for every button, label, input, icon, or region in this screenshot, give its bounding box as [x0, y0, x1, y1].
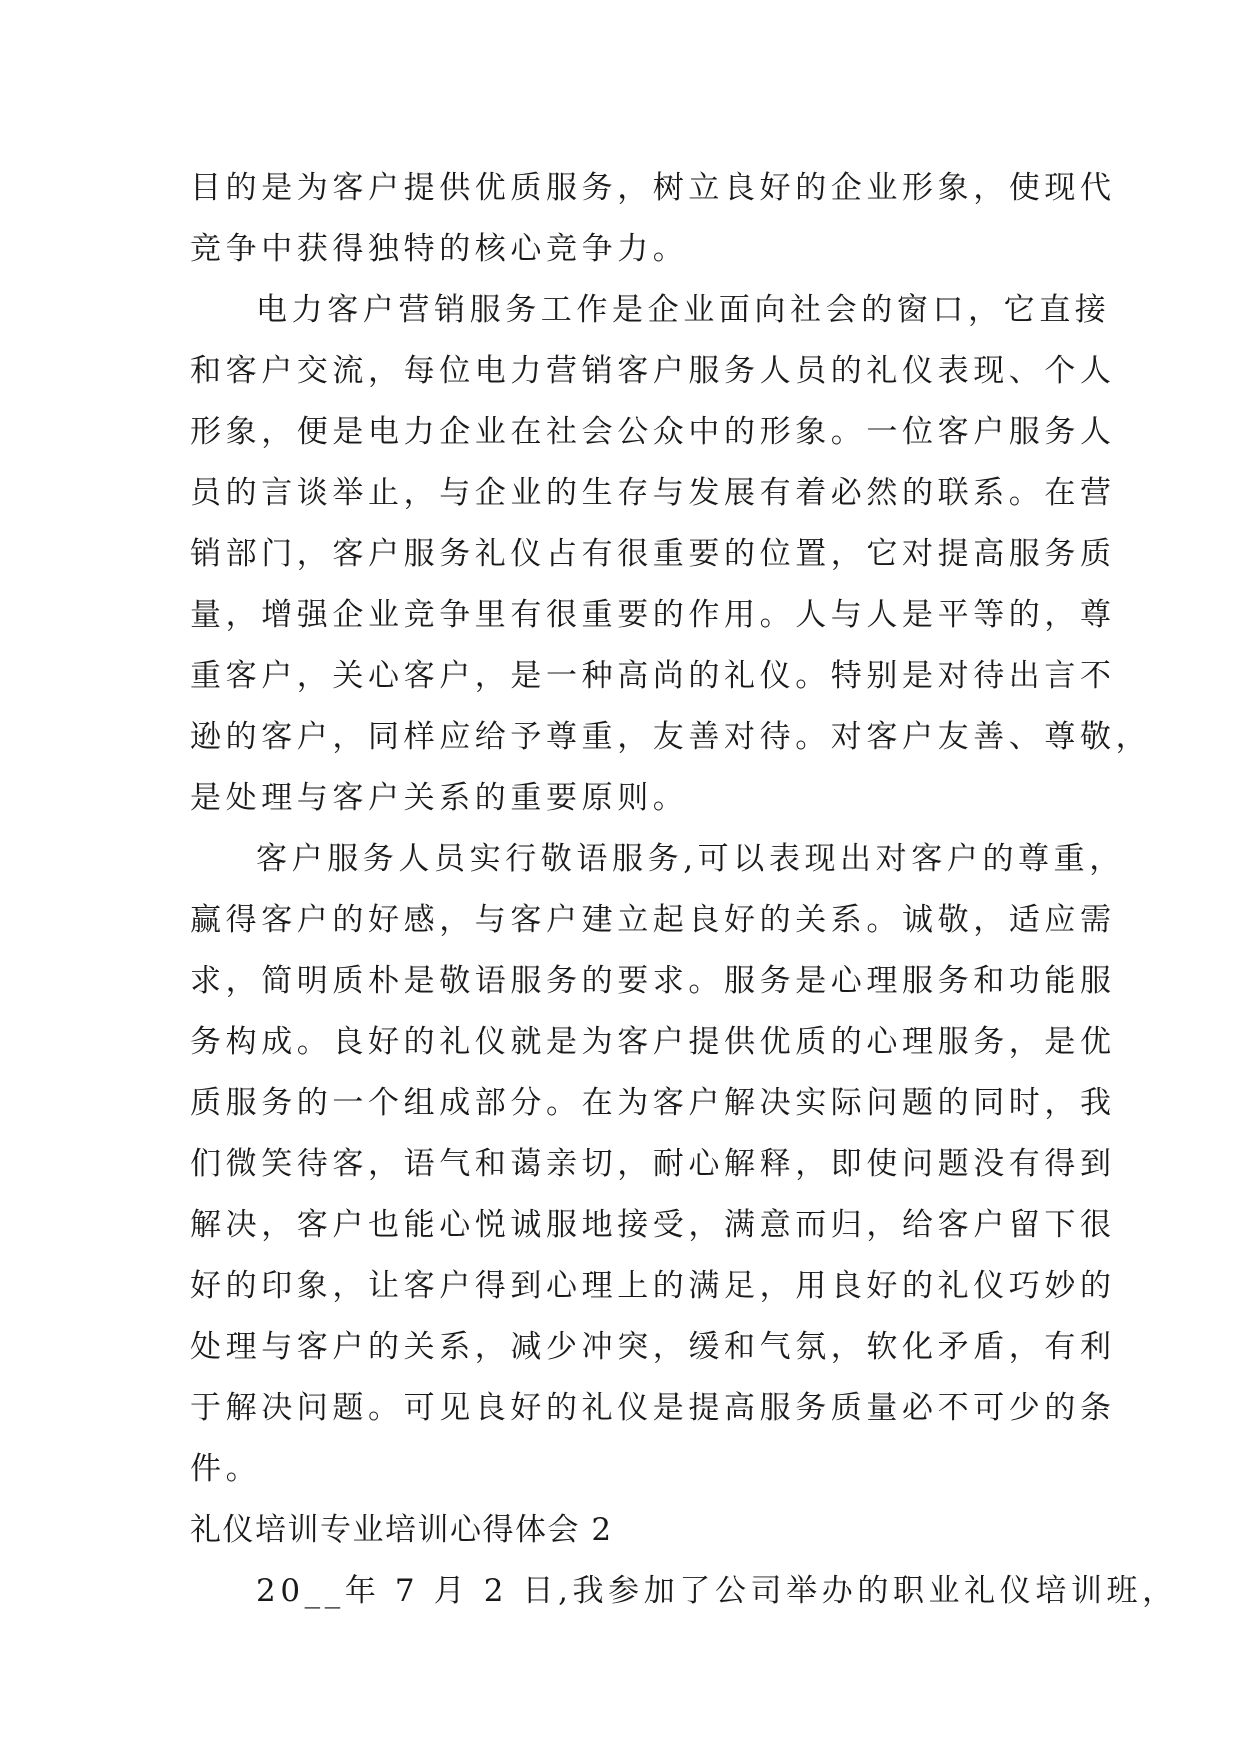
text-line: 处理与客户的关系，减少冲突，缓和气氛，软化矛盾，有利	[190, 1329, 1116, 1365]
text-line: 竞争中获得独特的核心竞争力。	[190, 231, 689, 267]
section-heading: 礼仪培训专业培训心得体会 2	[190, 1512, 613, 1548]
paragraph-3	[190, 829, 1125, 1500]
text-line: 务构成。良好的礼仪就是为客户提供优质的心理服务，是优	[190, 1024, 1116, 1060]
paragraph-1	[190, 158, 1116, 280]
text-line: 件。	[190, 1451, 262, 1487]
document-page	[190, 158, 1178, 1622]
text-line: 重客户，关心客户，是一种高尚的礼仪。特别是对待出言不	[190, 658, 1116, 694]
text-line: 赢得客户的好感，与客户建立起良好的关系。诚敬，适应需	[190, 902, 1116, 938]
text-line: 好的印象，让客户得到心理上的满足，用良好的礼仪巧妙的	[190, 1268, 1116, 1304]
text-line: 求，简明质朴是敬语服务的要求。服务是心理服务和功能服	[190, 963, 1116, 999]
text-line: 电力客户营销服务工作是企业面向社会的窗口，它直接	[256, 292, 1111, 328]
text-line: 解决，客户也能心悦诚服地接受，满意而归，给客户留下很	[190, 1207, 1116, 1243]
text-line: 20__年 7 月 2 日,我参加了公司举办的职业礼仪培训班，	[256, 1573, 1178, 1609]
text-line: 们微笑待客，语气和蔼亲切，耐心解释，即使问题没有得到	[190, 1146, 1116, 1182]
text-line: 于解决问题。可见良好的礼仪是提高服务质量必不可少的条	[190, 1390, 1116, 1426]
text-line: 逊的客户，同样应给予尊重，友善对待。对客户友善、尊敬，	[190, 719, 1152, 755]
text-line: 目的是为客户提供优质服务，树立良好的企业形象，使现代	[190, 170, 1116, 206]
text-line: 和客户交流，每位电力营销客户服务人员的礼仪表现、个人	[190, 353, 1116, 389]
text-line: 客户服务人员实行敬语服务,可以表现出对客户的尊重，	[256, 841, 1125, 877]
text-line: 销部门，客户服务礼仪占有很重要的位置，它对提高服务质	[190, 536, 1116, 572]
text-line: 是处理与客户关系的重要原则。	[190, 780, 689, 816]
text-line: 员的言谈举止，与企业的生存与发展有着必然的联系。在营	[190, 475, 1116, 511]
paragraph-2	[190, 280, 1152, 829]
text-line: 量，增强企业竞争里有很重要的作用。人与人是平等的，尊	[190, 597, 1116, 633]
text-line: 质服务的一个组成部分。在为客户解决实际问题的同时，我	[190, 1085, 1116, 1121]
text-line: 形象，便是电力企业在社会公众中的形象。一位客户服务人	[190, 414, 1116, 450]
paragraph-4	[190, 1561, 1178, 1622]
